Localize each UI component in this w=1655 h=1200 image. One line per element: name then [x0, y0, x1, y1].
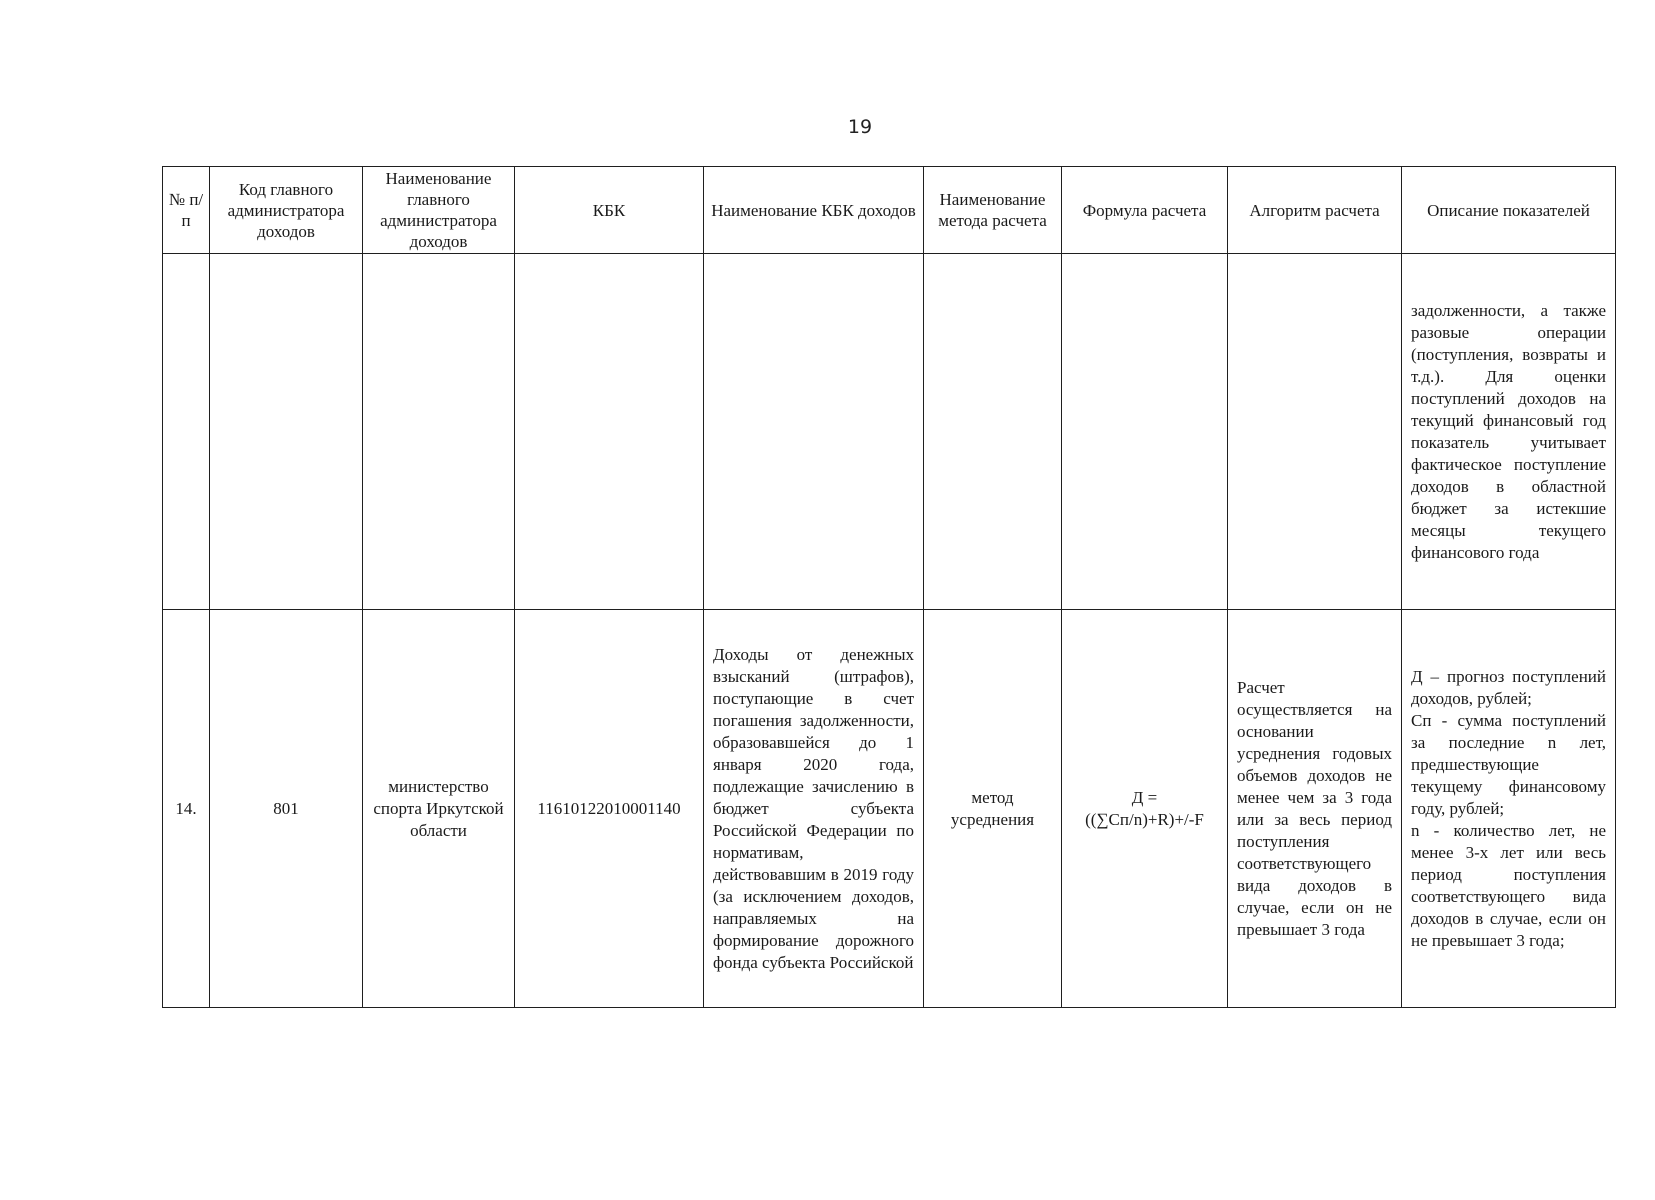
table-row-continuation — [163, 254, 1616, 610]
cell-kbk-name: Доходы от денежных взысканий (штрафов), поступающие в счет погашения задолженности, образовавшейся до 1 января 2020 года, подлежащие зачислению в бюджет субъекта Российской Федерации по нормативам, действовавшим в 2019 году (за исключением доходов, направляемых на формирование дорожного фонда субъекта Российской — [704, 610, 924, 1008]
header-kbk: КБК — [515, 167, 704, 254]
description-item: n - количество лет, не менее 3-х лет или весь период поступления соответствующего вида доходов в случае, если он не превышает 3 года; — [1411, 820, 1606, 950]
cell-description-continued: задолженности, а также разовые операции (поступления, возвраты и т.д.). Для оценки поступлений доходов на текущий финансовый год показатель учитывает фактическое поступление доходов в областной бюджет за истекшие месяцы текущего финансового года — [1402, 254, 1616, 610]
page-number: 19 — [847, 116, 873, 138]
cell-description — [1402, 610, 1616, 1008]
cell-empty — [515, 254, 704, 610]
cell-row-number: 14. — [163, 610, 210, 1008]
cell-formula — [1062, 610, 1228, 1008]
header-description: Описание показателей — [1402, 167, 1616, 254]
table-row-14 — [163, 610, 1616, 1008]
cell-empty — [1062, 254, 1228, 610]
formula-line-1: Д = — [1131, 787, 1158, 807]
header-number: № п/п — [163, 167, 210, 254]
cell-empty — [210, 254, 363, 610]
header-algorithm: Алгоритм расчета — [1228, 167, 1402, 254]
cell-empty — [363, 254, 515, 610]
header-method: Наименование метода расчета — [924, 167, 1062, 254]
cell-kbk: 11610122010001140 — [515, 610, 704, 1008]
cell-empty — [704, 254, 924, 610]
cell-empty — [924, 254, 1062, 610]
header-row — [163, 167, 1616, 254]
cell-admin-name: министерство спорта Иркутской области — [363, 610, 515, 1008]
header-admin-code: Код главного администратора доходов — [210, 167, 363, 254]
cell-algorithm: Расчет осуществляется на основании усреднения годовых объемов доходов не менее чем за 3 года или за весь период поступления соответствующего вида доходов в случае, если он не превышает 3 года — [1228, 610, 1402, 1008]
header-formula: Формула расчета — [1062, 167, 1228, 254]
revenue-methods-table — [162, 166, 1616, 1008]
cell-empty — [163, 254, 210, 610]
formula-line-2: ((∑Сп/n)+R)+/-F — [1085, 809, 1204, 829]
cell-admin-code: 801 — [210, 610, 363, 1008]
cell-method: метод усреднения — [924, 610, 1062, 1008]
header-kbk-name: Наименование КБК доходов — [704, 167, 924, 254]
description-item: Сп - сумма поступлений за последние n лет, предшествующие текущему финансовому году, рублей; — [1411, 710, 1606, 818]
description-item: Д – прогноз поступлений доходов, рублей; — [1411, 666, 1606, 708]
header-admin-name: Наименование главного администратора доходов — [363, 167, 515, 254]
cell-empty — [1228, 254, 1402, 610]
